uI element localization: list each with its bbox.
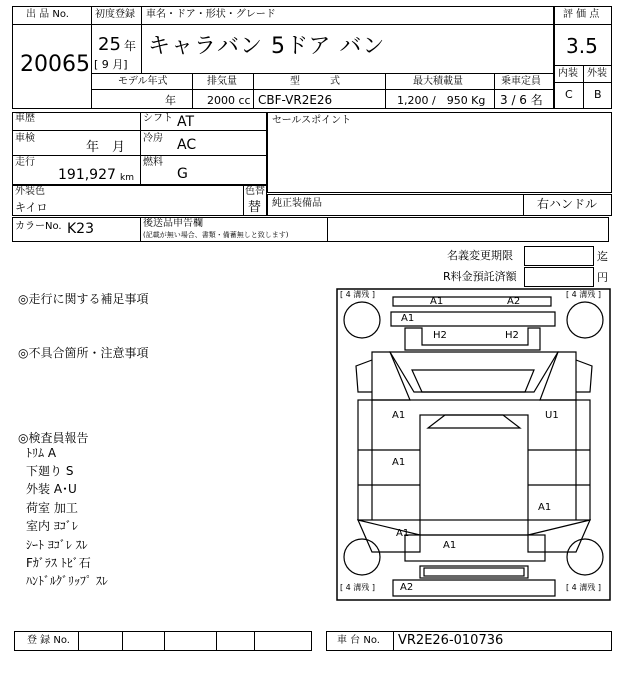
tire-label-rl: [ 4 溝残 ] (340, 583, 375, 592)
capacity-label: 乗車定員 (501, 76, 541, 87)
report-line: 荷室 加工 (26, 501, 78, 515)
selling-points-label: セールスポイント (272, 115, 352, 126)
color-change-value: 替 (248, 200, 262, 215)
rear-gate (405, 535, 545, 561)
history-label: 車歴 (15, 113, 35, 124)
model-year-label: モデル年式 (118, 76, 168, 87)
color-change-label: 色替 (245, 186, 265, 197)
front-bumper (393, 297, 551, 306)
model-code: CBF-VR2E26 (258, 93, 333, 107)
first-reg-month: [ 9 月] (94, 58, 128, 71)
right-rear-quarter (528, 520, 590, 552)
wheel-rear-right (567, 539, 603, 575)
grade-value: 3.5 (566, 34, 598, 58)
driving-notes-title: ◎走行に関する補足事項 (18, 292, 149, 306)
equipment-label: 純正装備品 (272, 198, 322, 209)
fuel-value: G (177, 166, 188, 182)
front-grille (391, 312, 555, 326)
recycle-unit: 円 (597, 271, 608, 284)
fuel-label: 燃料 (143, 157, 163, 168)
windshield-inner (412, 370, 534, 392)
shift-label: シフト (143, 113, 173, 124)
inspection-label: 車検 (15, 133, 35, 144)
handle-value: 右ハンドル (537, 197, 598, 211)
tire-label-fl: [ 4 溝残 ] (340, 290, 375, 299)
damage-mark: A2 (507, 296, 521, 307)
model-year-value: 年 (165, 94, 176, 107)
report-line: Fｶﾞﾗｽ ﾄﾋﾞ石 (26, 556, 91, 570)
defects-title: ◎不具合箇所・注意事項 (18, 346, 149, 360)
hood (405, 328, 540, 350)
first-reg-year: 25 (98, 34, 121, 55)
name-change-field (524, 246, 594, 266)
color-no-value: K23 (67, 221, 94, 237)
chassis-no: VR2E26-010736 (398, 633, 504, 648)
car-damage-diagram (330, 286, 614, 604)
damage-mark: A1 (392, 410, 406, 421)
report-line: ﾄﾘﾑ A (26, 446, 57, 460)
wheel-rear-left (344, 539, 380, 575)
right-mirror (576, 360, 592, 392)
damage-mark: H2 (433, 330, 447, 341)
ext-color-label: 外装色 (15, 186, 45, 197)
shift-value: AT (177, 114, 195, 130)
tire-label-fr: [ 4 溝残 ] (566, 290, 601, 299)
damage-mark: H2 (505, 330, 519, 341)
report-line: 室内 ﾖｺﾞﾚ (26, 519, 78, 533)
left-rear-quarter (358, 520, 420, 552)
left-mirror (356, 360, 372, 392)
roof-front (428, 415, 520, 428)
mileage-unit: km (120, 173, 134, 183)
displacement: 2000 cc (207, 94, 251, 107)
interior-grade: C (565, 88, 573, 101)
damage-mark: A1 (392, 457, 406, 468)
color-no-row (12, 217, 609, 242)
diagram-border (337, 289, 610, 600)
mileage-label: 走行 (15, 157, 35, 168)
docs-note: (記載が無い場合、書類・備蓄無しと致します) (143, 231, 289, 239)
damage-mark: A1 (538, 502, 552, 513)
reg-no-label: 登 録 No. (27, 635, 70, 646)
docs-label: 後送品申告欄 (143, 218, 203, 229)
damage-mark: A1 (401, 313, 415, 324)
interior-label: 内装 (558, 68, 578, 79)
inspector-report-title: ◎検査員報告 (18, 431, 89, 445)
name-change-label: 名義変更期限 (447, 249, 513, 262)
first-reg-label: 初度登録 (95, 9, 135, 20)
max-load-label: 最大積載量 (413, 76, 463, 87)
capacity: 3 / 6 名 (500, 93, 543, 107)
ext-color-box (12, 185, 267, 216)
ac-label: 冷房 (143, 133, 163, 144)
report-line: ﾊﾝﾄﾞﾙｸﾞﾘｯﾌﾟ ｽﾚ (26, 574, 108, 588)
right-front-fender (540, 352, 576, 400)
damage-mark: A1 (396, 528, 410, 539)
damage-mark: A2 (400, 582, 414, 593)
damage-mark: A1 (443, 540, 457, 551)
chassis-label: 車 台 No. (337, 635, 380, 646)
displacement-label: 排気量 (207, 76, 237, 87)
color-no-label: カラーNo. (15, 221, 62, 232)
damage-mark: A1 (430, 296, 444, 307)
lot-number: 20065 (20, 52, 90, 77)
ext-color-value: キイロ (15, 201, 48, 214)
grade-label: 評 価 点 (563, 9, 600, 20)
report-line: 下廻り S (26, 464, 74, 478)
max-load: 1,200 / 950 Kg (397, 94, 486, 107)
year-unit: 年 (124, 39, 137, 53)
roof (420, 415, 528, 535)
car-name-label: 車名・ドア・形状・グレード (146, 9, 276, 20)
lot-no-label: 出 品 No. (26, 9, 69, 20)
exterior-grade: B (594, 88, 602, 101)
rear-bumper (393, 580, 555, 596)
tire-label-rr: [ 4 溝残 ] (566, 583, 601, 592)
mileage: 191,927 (58, 167, 116, 183)
damage-mark: U1 (545, 410, 559, 421)
recycle-label: R料金預託済額 (443, 270, 517, 283)
car-name: キャラバン 5ドア バン (148, 34, 386, 59)
wheel-front-left (344, 302, 380, 338)
report-line: ｼｰﾄ ﾖｺﾞﾚ ｽﾚ (26, 538, 88, 552)
wheel-front-right (567, 302, 603, 338)
inspection-value: 年 月 (86, 140, 126, 155)
recycle-field (524, 267, 594, 287)
ac-value: AC (177, 137, 197, 153)
name-change-unit: 迄 (597, 250, 608, 263)
report-line: 外装 A･U (26, 482, 77, 496)
type-label: 型 式 (290, 76, 340, 87)
exterior-label: 外装 (587, 68, 607, 79)
